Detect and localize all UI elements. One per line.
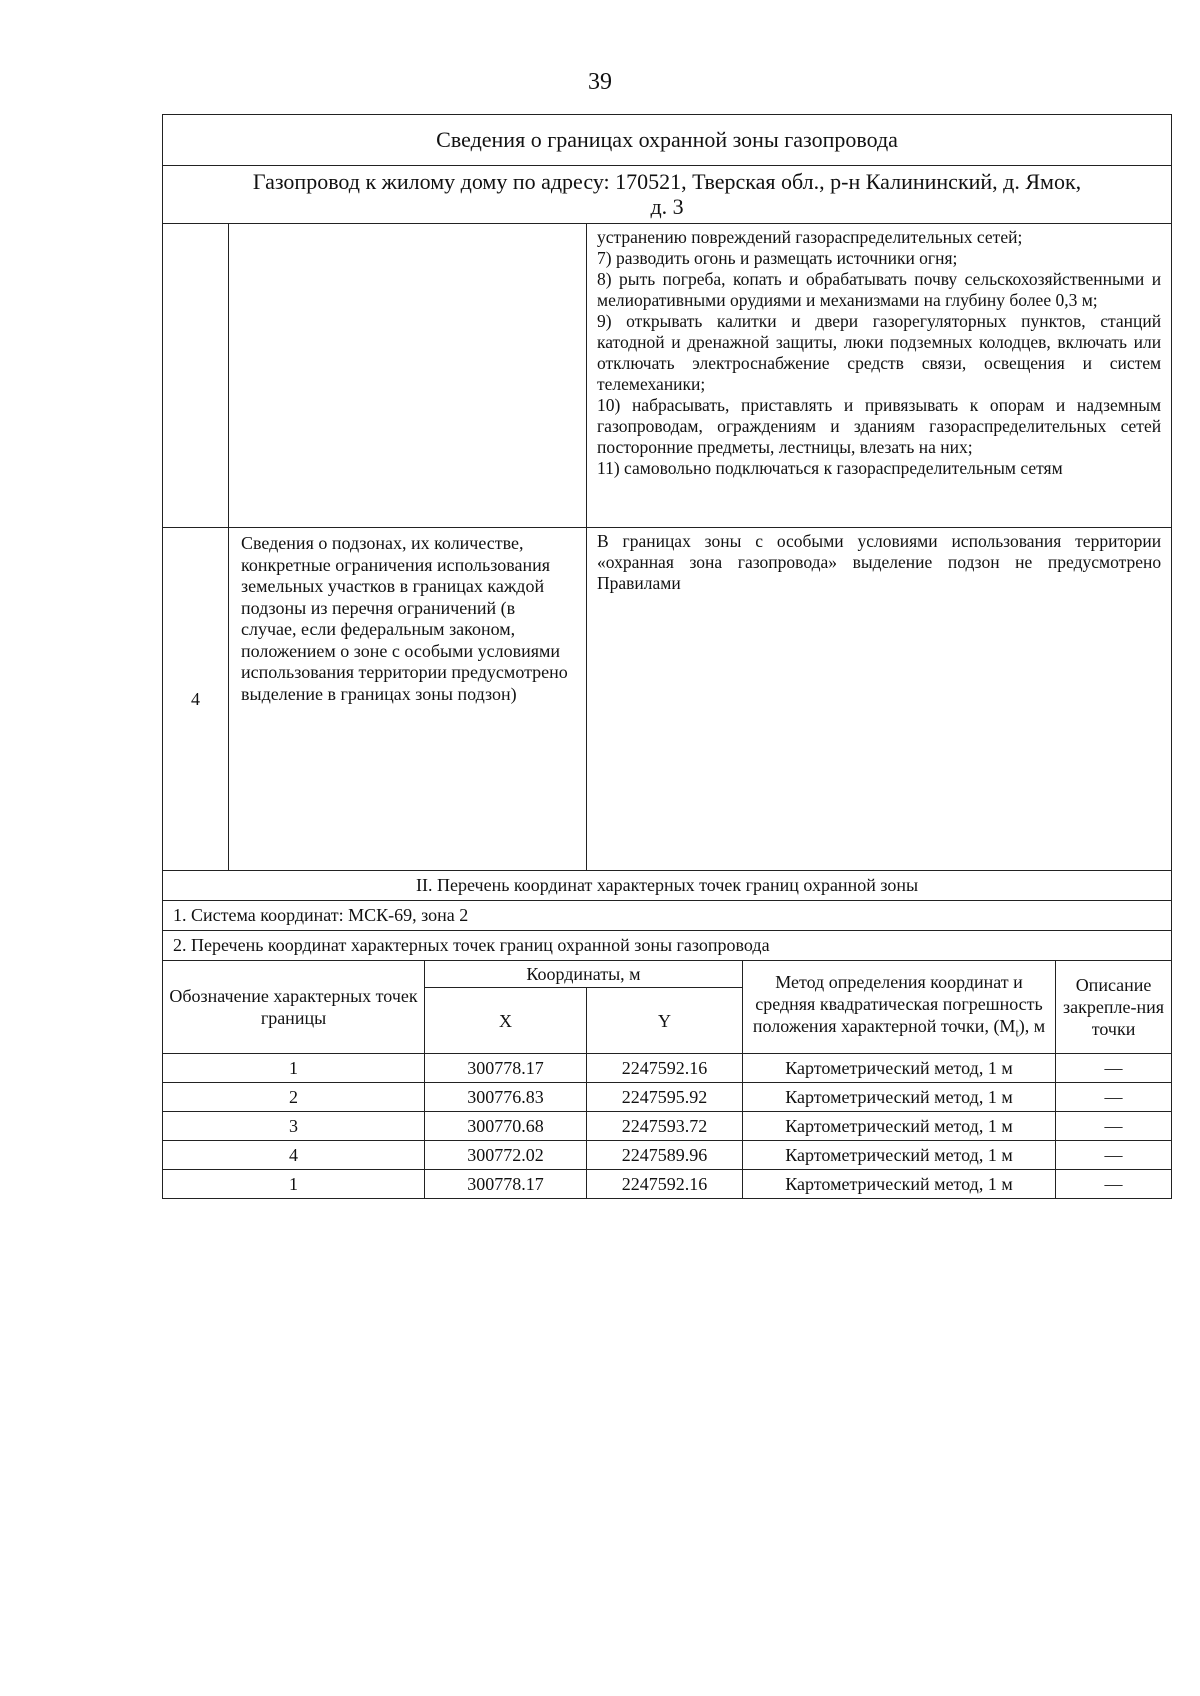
zone-boundaries-table (162, 114, 1172, 1199)
table-row (163, 1083, 1172, 1112)
point-cell: 1 (163, 1170, 425, 1199)
method-cell: Картометрический метод, 1 м (743, 1141, 1056, 1170)
description-cell: — (1056, 1141, 1172, 1170)
subzones-label: Сведения о подзонах, их количестве, конкретные ограничения использования земельных участков в границах каждой подзоны из перечня ограничений (в случае, если федеральным законом, положением о зоне с особыми условиями использования территории предусмотрено выделение в границах зоны подзон) (229, 528, 587, 871)
y-cell: 2247595.92 (587, 1083, 743, 1112)
description-cell: — (1056, 1112, 1172, 1141)
header-x: X (425, 988, 587, 1054)
object-address (163, 166, 1172, 224)
description-cell: — (1056, 1170, 1172, 1199)
table-row (163, 1170, 1172, 1199)
header-method (743, 961, 1056, 1054)
x-cell: 300776.83 (425, 1083, 587, 1112)
header-method-text: Метод определения координат и средняя квадратическая погрешность положения характерной точки, (M (752, 971, 1043, 1036)
page-number: 39 (588, 69, 612, 95)
point-cell: 2 (163, 1083, 425, 1112)
y-cell: 2247592.16 (587, 1170, 743, 1199)
y-cell: 2247592.16 (587, 1054, 743, 1083)
restrictions-list (587, 224, 1172, 528)
method-cell: Картометрический метод, 1 м (743, 1083, 1056, 1112)
object-address-line2: д. 3 (650, 194, 684, 219)
table-row (163, 1141, 1172, 1170)
coordinate-system: 1. Система координат: МСК-69, зона 2 (163, 901, 1172, 931)
table-row (163, 1112, 1172, 1141)
x-cell: 300772.02 (425, 1141, 587, 1170)
row-number-empty (163, 224, 229, 528)
method-cell: Картометрический метод, 1 м (743, 1170, 1056, 1199)
header-y: Y (587, 988, 743, 1054)
header-method-unit: ), м (1018, 1015, 1046, 1036)
header-point-designation: Обозначение характерных точек границы (163, 961, 425, 1054)
subzones-value: В границах зоны с особыми условиями использования территории «охранная зона газопровода» выделение подзон не предусмотрено Правилами (587, 528, 1172, 871)
x-cell: 300770.68 (425, 1112, 587, 1141)
description-cell: — (1056, 1054, 1172, 1083)
row-number: 4 (163, 528, 229, 871)
point-cell: 3 (163, 1112, 425, 1141)
method-cell: Картометрический метод, 1 м (743, 1054, 1056, 1083)
restriction-item: 11) самовольно подключаться к газораспределительным сетям (597, 458, 1063, 478)
header-method-subscript: t (1015, 1025, 1019, 1040)
object-address-line1: Газопровод к жилому дому по адресу: 170521, Тверская обл., р-н Калининский, д. Ямок, (252, 169, 1082, 194)
header-description: Описание закрепле-ния точки (1056, 961, 1172, 1054)
y-cell: 2247593.72 (587, 1112, 743, 1141)
x-cell: 300778.17 (425, 1170, 587, 1199)
point-cell: 4 (163, 1141, 425, 1170)
y-cell: 2247589.96 (587, 1141, 743, 1170)
coordinates-list-title: 2. Перечень координат характерных точек границ охранной зоны газопровода (163, 931, 1172, 961)
restriction-item: 10) набрасывать, приставлять и привязывать к опорам и надземным газопроводам, ограждениям и зданиям газораспределительных сетей посторонние предметы, лестницы, влезать на них; (597, 395, 1162, 457)
section-title: II. Перечень координат характерных точек границ охранной зоны (163, 871, 1172, 901)
x-cell: 300778.17 (425, 1054, 587, 1083)
table-title: Сведения о границах охранной зоны газопровода (163, 115, 1172, 166)
description-cell: — (1056, 1083, 1172, 1112)
restriction-item: устранению повреждений газораспределительных сетей; (597, 227, 1023, 247)
table-row (163, 1054, 1172, 1083)
restriction-item: 9) открывать калитки и двери газорегуляторных пунктов, станций катодной и дренажной защиты, люки подземных колодцев, включать или отключать электроснабжение средств связи, освещения и систем телемеханики; (597, 311, 1162, 394)
point-cell: 1 (163, 1054, 425, 1083)
method-cell: Картометрический метод, 1 м (743, 1112, 1056, 1141)
header-coordinates: Координаты, м (425, 961, 743, 988)
restriction-item: 7) разводить огонь и размещать источники огня; (597, 248, 958, 268)
row-label-empty (229, 224, 587, 528)
restriction-item: 8) рыть погреба, копать и обрабатывать почву сельскохозяйственными и мелиоративными орудиями и механизмами на глубину более 0,3 м; (597, 269, 1162, 310)
